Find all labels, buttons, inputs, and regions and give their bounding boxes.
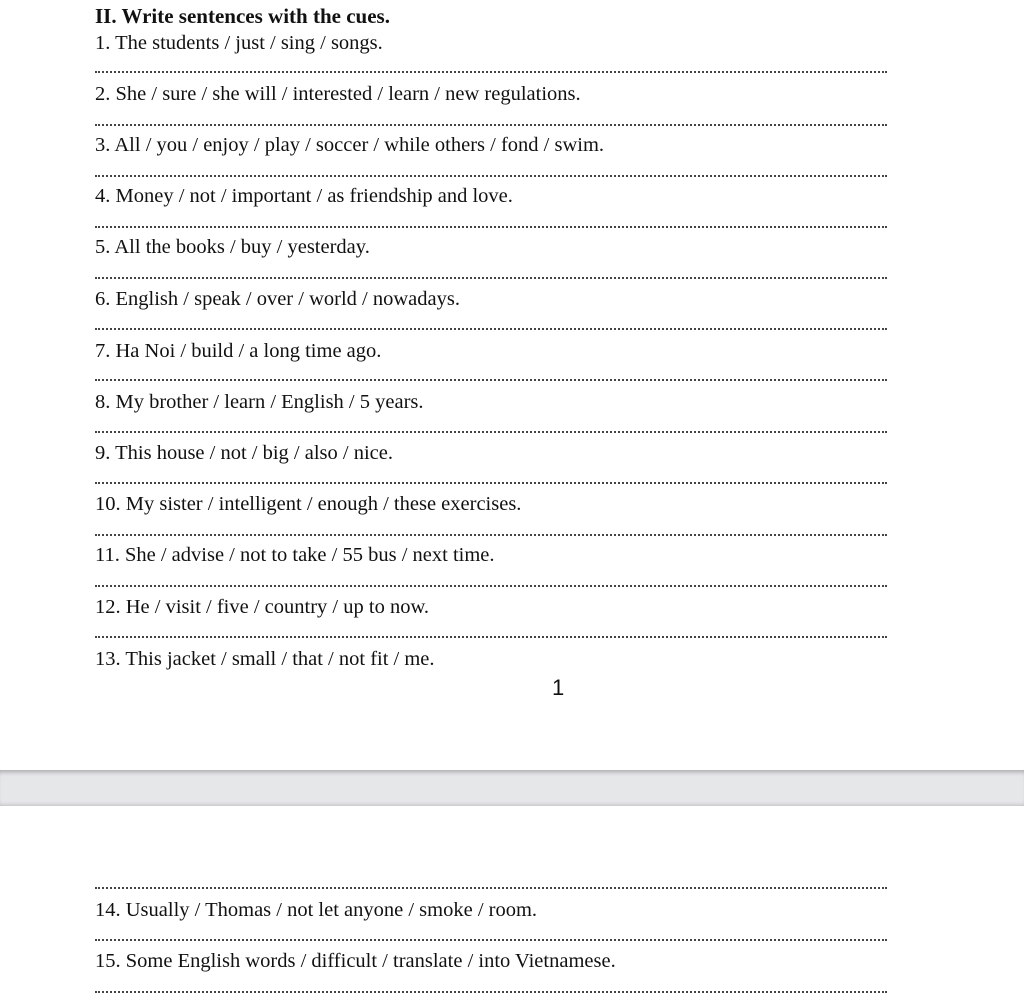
answer-line-8 [95,431,887,433]
answer-line-3 [95,175,887,177]
cue-item-12: 12. He / visit / five / country / up to now. [95,596,430,618]
answer-line-14 [95,939,887,941]
answer-line-13 [95,887,887,889]
cue-item-15: 15. Some English words / difficult / translate / into Vietnamese. [95,950,616,972]
cue-item-13: 13. This jacket / small / that / not fit / me. [95,648,435,670]
cue-item-11: 11. She / advise / not to take / 55 bus / next time. [95,544,495,566]
cue-item-3: 3. All / you / enjoy / play / soccer / while others / fond / swim. [95,134,605,156]
answer-line-10 [95,534,887,536]
answer-line-15 [95,991,887,993]
page-separator [0,770,1024,806]
answer-line-12 [95,636,887,638]
answer-line-2 [95,124,887,126]
answer-line-6 [95,328,887,330]
answer-line-1 [95,71,887,73]
answer-line-4 [95,226,887,228]
cue-item-2: 2. She / sure / she will / interested / learn / new regulations. [95,83,581,105]
section-heading: II. Write sentences with the cues. [95,4,390,28]
cue-item-10: 10. My sister / intelligent / enough / these exercises. [95,493,522,515]
answer-line-7 [95,379,887,381]
cue-item-5: 5. All the books / buy / yesterday. [95,236,370,258]
answer-line-5 [95,277,887,279]
document-page-2 [0,806,1024,1000]
cue-item-9: 9. This house / not / big / also / nice. [95,442,393,464]
cue-item-8: 8. My brother / learn / English / 5 years. [95,391,424,413]
cue-item-14: 14. Usually / Thomas / not let anyone / smoke / room. [95,899,538,921]
answer-line-11 [95,585,887,587]
cue-item-4: 4. Money / not / important / as friendship and love. [95,185,513,207]
page-number: 1 [552,675,565,700]
cue-item-1: 1. The students / just / sing / songs. [95,32,383,54]
cue-item-7: 7. Ha Noi / build / a long time ago. [95,340,382,362]
answer-line-9 [95,482,887,484]
cue-item-6: 6. English / speak / over / world / nowadays. [95,288,460,310]
